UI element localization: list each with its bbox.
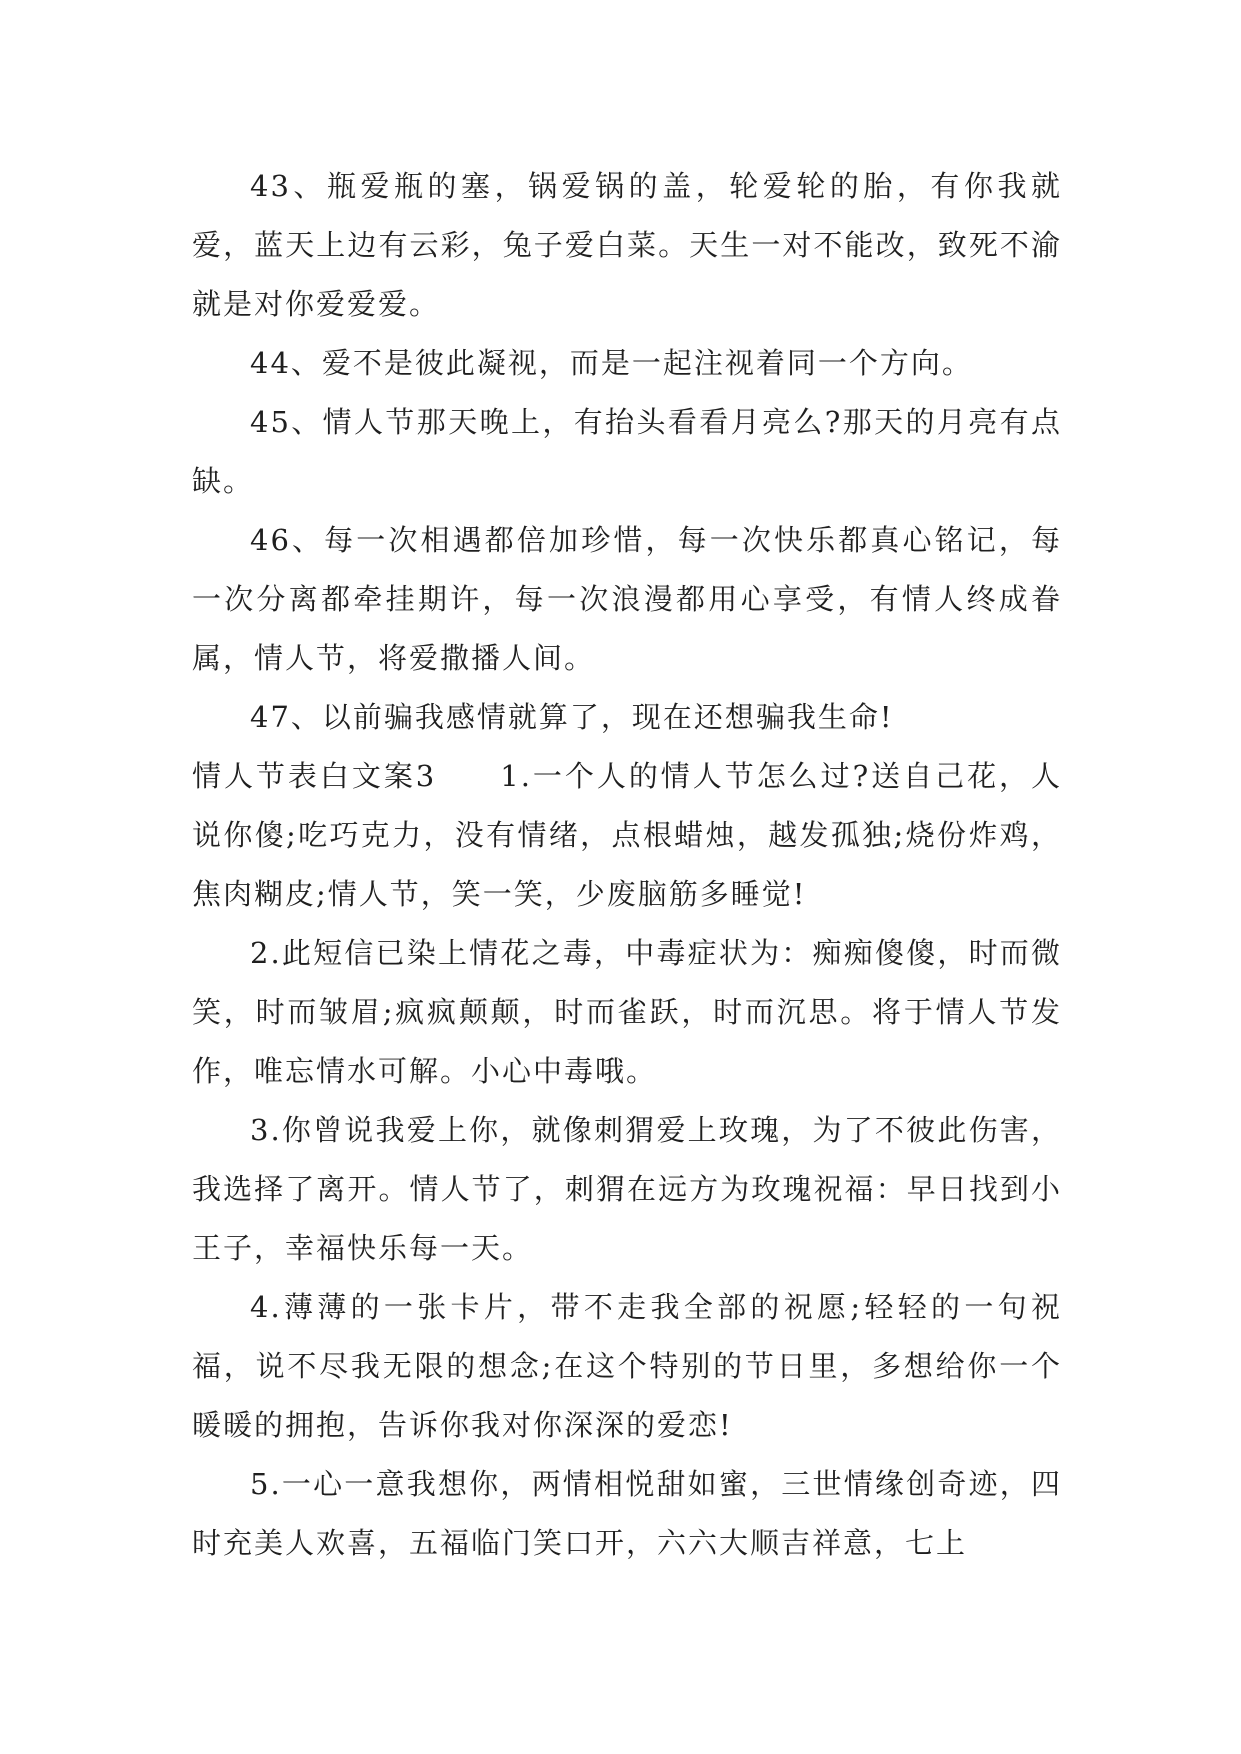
item-1: 1.一个人的情人节怎么过?送自己花，人说你傻;吃巧克力，没有情绪，点根蜡烛，越发孤独;烧份炸鸡，焦肉糊皮;情人节，笑一笑，少废脑筋多睡觉! [192,759,1063,911]
section-3-paragraph [192,747,1062,924]
paragraph-47: 47、以前骗我感情就算了，现在还想骗我生命! [250,700,894,734]
item-4: 4.薄薄的一张卡片，带不走我全部的祝愿;轻轻的一句祝福，说不尽我无限的想念;在这个特别的节日里，多想给你一个暖暖的拥抱，告诉你我对你深深的爱恋! [192,1290,1062,1442]
paragraph-44: 44、爱不是彼此凝视，而是一起注视着同一个方向。 [250,346,973,380]
item-3: 3.你曾说我爱上你，就像刺猬爱上玫瑰，为了不彼此伤害，我选择了离开。情人节了，刺猬在远方为玫瑰祝福：早日找到小王子，幸福快乐每一天。 [192,1113,1062,1265]
paragraph-45: 45、情人节那天晚上，有抬头看看月亮么?那天的月亮有点缺。 [192,405,1062,498]
document-body [192,157,1062,1573]
section-3-heading: 情人节表白文案3 [192,759,437,793]
item-2: 2.此短信已染上情花之毒，中毒症状为：痴痴傻傻，时而微笑，时而皱眉;疯疯颠颠，时而雀跃，时而沉思。将于情人节发作，唯忘情水可解。小心中毒哦。 [192,936,1062,1088]
paragraph-46: 46、每一次相遇都倍加珍惜，每一次快乐都真心铭记，每一次分离都牵挂期许，每一次浪漫都用心享受，有情人终成眷属，情人节，将爱撒播人间。 [192,523,1062,675]
item-5: 5.一心一意我想你，两情相悦甜如蜜，三世情缘创奇迹，四时充美人欢喜，五福临门笑口开，六六大顺吉祥意，七上 [192,1467,1062,1560]
paragraph-43: 43、瓶爱瓶的塞，锅爱锅的盖，轮爱轮的胎，有你我就爱，蓝天上边有云彩，兔子爱白菜。天生一对不能改，致死不渝就是对你爱爱爱。 [192,169,1062,321]
